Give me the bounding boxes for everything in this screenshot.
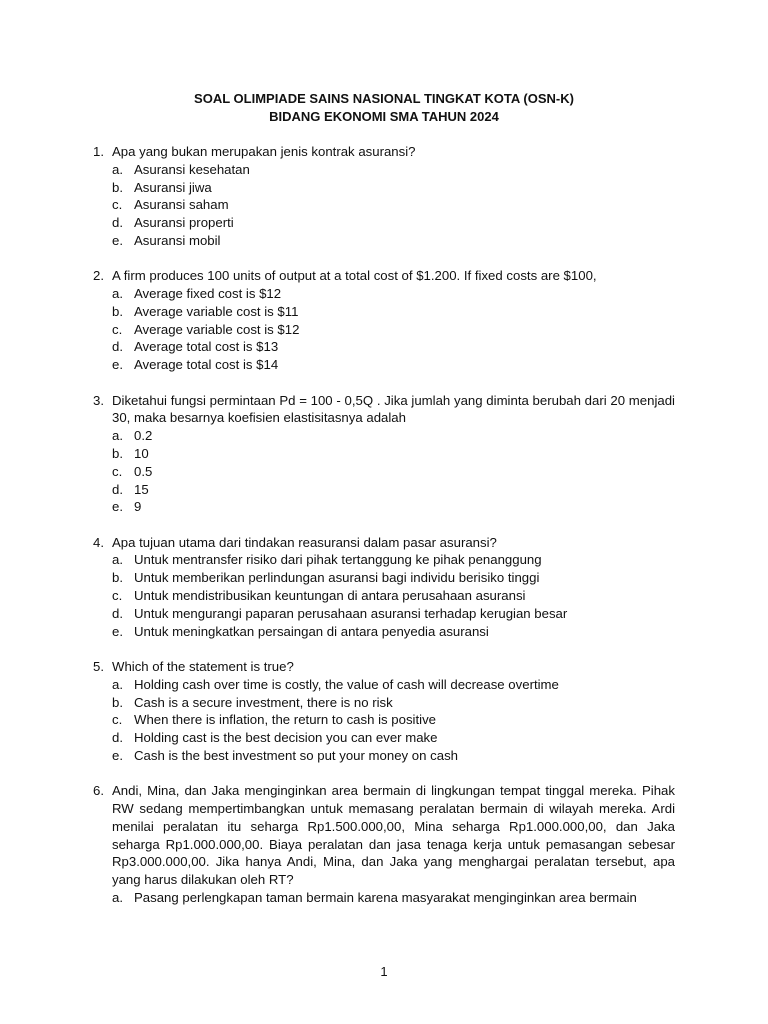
answer-option bbox=[93, 676, 675, 694]
option-letter: c. bbox=[112, 321, 123, 337]
option-letter: e. bbox=[112, 623, 123, 639]
option-letter: b. bbox=[112, 445, 123, 461]
question-item bbox=[93, 782, 675, 907]
question-stem bbox=[93, 143, 675, 161]
question-list bbox=[93, 143, 675, 924]
question-item bbox=[93, 658, 675, 765]
option-letter: b. bbox=[112, 570, 123, 586]
option-letter: e. bbox=[112, 232, 123, 248]
option-letter: c. bbox=[112, 712, 123, 728]
option-letter: a. bbox=[112, 286, 123, 302]
answer-option bbox=[93, 623, 675, 641]
option-text: Holding cash over time is costly, the value of cash will decrease overtime bbox=[134, 676, 559, 692]
option-letter: e. bbox=[112, 747, 123, 763]
option-text: 0.5 bbox=[134, 463, 153, 479]
option-letter: c. bbox=[112, 197, 123, 213]
question-text: Apa yang bukan merupakan jenis kontrak asuransi? bbox=[112, 144, 416, 159]
question-number: 1. bbox=[93, 144, 104, 159]
question-stem bbox=[93, 267, 675, 285]
question-item bbox=[93, 143, 675, 250]
option-letter: d. bbox=[112, 339, 123, 355]
answer-option bbox=[93, 747, 675, 765]
option-text: Asuransi kesehatan bbox=[134, 161, 250, 177]
option-text: Cash is the best investment so put your money on cash bbox=[134, 747, 458, 763]
option-letter: b. bbox=[112, 179, 123, 195]
option-letter: d. bbox=[112, 481, 123, 497]
question-text: Apa tujuan utama dari tindakan reasuransi dalam pasar asuransi? bbox=[112, 534, 497, 550]
answer-option bbox=[93, 605, 675, 623]
option-letter: a. bbox=[112, 161, 123, 177]
option-text: Asuransi properti bbox=[134, 215, 234, 231]
question-stem bbox=[93, 658, 675, 676]
option-letter: a. bbox=[112, 676, 123, 692]
answer-option bbox=[93, 551, 675, 569]
page-number: 1 bbox=[380, 964, 388, 979]
option-letter: c. bbox=[112, 463, 123, 479]
question-number: 6. bbox=[93, 783, 104, 799]
option-text: Holding cast is the best decision you can ever make bbox=[134, 730, 438, 746]
option-letter: e. bbox=[112, 357, 123, 373]
answer-options bbox=[93, 676, 675, 765]
option-text: Untuk meningkatkan persaingan di antara penyedia asuransi bbox=[134, 623, 489, 639]
option-text: Asuransi saham bbox=[134, 197, 229, 213]
option-text: 0.2 bbox=[134, 428, 153, 444]
answer-options bbox=[93, 551, 675, 640]
answer-options bbox=[93, 161, 675, 250]
option-text: Untuk mendistribusikan keuntungan di antara perusahaan asuransi bbox=[134, 588, 526, 604]
answer-options bbox=[93, 427, 675, 516]
question-number: 4. bbox=[93, 534, 104, 550]
option-text: 10 bbox=[134, 445, 149, 461]
question-item bbox=[93, 392, 675, 517]
answer-option bbox=[93, 587, 675, 605]
option-letter: d. bbox=[112, 215, 123, 231]
option-text: Average variable cost is $11 bbox=[134, 303, 299, 319]
answer-option bbox=[93, 694, 675, 712]
option-letter: b. bbox=[112, 694, 123, 710]
answer-option bbox=[93, 179, 675, 197]
option-text: 15 bbox=[134, 481, 149, 497]
option-text: Untuk memberikan perlindungan asuransi bagi individu berisiko tinggi bbox=[134, 570, 540, 586]
answer-option bbox=[93, 427, 675, 445]
answer-option bbox=[93, 161, 675, 179]
answer-option bbox=[93, 445, 675, 463]
option-letter: a. bbox=[112, 428, 123, 444]
answer-option bbox=[93, 338, 675, 356]
answer-option bbox=[93, 356, 675, 374]
option-text: Asuransi jiwa bbox=[134, 179, 212, 195]
option-text: Untuk mentransfer risiko dari pihak tertanggung ke pihak penanggung bbox=[134, 552, 542, 568]
question-item bbox=[93, 267, 675, 374]
option-text: Asuransi mobil bbox=[134, 232, 221, 248]
option-letter: a. bbox=[112, 552, 123, 568]
option-text: Average variable cost is $12 bbox=[134, 321, 300, 337]
option-text: When there is inflation, the return to cash is positive bbox=[134, 712, 436, 728]
option-text: Cash is a secure investment, there is no risk bbox=[134, 694, 393, 710]
answer-option bbox=[93, 214, 675, 232]
answer-option bbox=[93, 321, 675, 339]
question-number: 2. bbox=[93, 268, 104, 284]
question-number: 5. bbox=[93, 658, 104, 674]
document-header bbox=[0, 90, 768, 125]
option-text: Pasang perlengkapan taman bermain karena masyarakat menginginkan area bermain bbox=[134, 889, 637, 905]
option-text: 9 bbox=[134, 499, 142, 515]
answer-option bbox=[93, 889, 675, 907]
question-text: A firm produces 100 units of output at a total cost of $1.200. If fixed costs are $100, bbox=[112, 268, 597, 284]
question-text: Diketahui fungsi permintaan Pd = 100 - 0,5Q . Jika jumlah yang diminta berubah dari 20 menjadi 30, maka besarnya koefisien elastisitasnya adalah bbox=[112, 392, 675, 426]
option-letter: b. bbox=[112, 303, 123, 319]
question-stem bbox=[93, 534, 675, 552]
option-letter: c. bbox=[112, 588, 123, 604]
answer-option bbox=[93, 303, 675, 321]
answer-options bbox=[93, 889, 675, 907]
title-line-2: BIDANG EKONOMI SMA TAHUN 2024 bbox=[269, 108, 499, 124]
question-stem bbox=[93, 392, 675, 428]
question-stem bbox=[93, 782, 675, 889]
option-text: Untuk mengurangi paparan perusahaan asuransi terhadap kerugian besar bbox=[134, 605, 568, 621]
option-text: Average total cost is $13 bbox=[134, 339, 279, 355]
option-letter: d. bbox=[112, 730, 123, 746]
option-letter: e. bbox=[112, 499, 123, 515]
question-text: Which of the statement is true? bbox=[112, 658, 294, 674]
title-line-1: SOAL OLIMPIADE SAINS NASIONAL TINGKAT KOTA (OSN-K) bbox=[194, 91, 574, 106]
answer-option bbox=[93, 285, 675, 303]
question-item bbox=[93, 534, 675, 641]
option-letter: d. bbox=[112, 605, 123, 621]
answer-option bbox=[93, 232, 675, 250]
option-letter: a. bbox=[112, 889, 123, 905]
answer-option bbox=[93, 711, 675, 729]
question-text: Andi, Mina, dan Jaka menginginkan area bermain di lingkungan tempat tinggal mereka. Pihak RW sedang mempertimbangkan untuk memasang peralatan bermain di wilayah mereka. Ardi menilai peralatan itu seharga Rp1.500.000,00, Mina seharga Rp1.000.000,00, dan Jaka seharga Rp1.000.000,00. Biaya peralatan dan jasa tenaga kerja untuk pemasangan sebesar Rp3.000.000,00. Jika hanya Andi, Mina, dan Jaka yang menghargai peralatan tersebut, apa yang harus dilakukan oleh RT? bbox=[112, 783, 675, 888]
answer-options bbox=[93, 285, 675, 374]
question-number: 3. bbox=[93, 392, 104, 408]
answer-option bbox=[93, 196, 675, 214]
answer-option bbox=[93, 463, 675, 481]
option-text: Average fixed cost is $12 bbox=[134, 286, 282, 302]
answer-option bbox=[93, 729, 675, 747]
answer-option bbox=[93, 498, 675, 516]
answer-option bbox=[93, 481, 675, 499]
option-text: Average total cost is $14 bbox=[134, 357, 279, 373]
answer-option bbox=[93, 569, 675, 587]
